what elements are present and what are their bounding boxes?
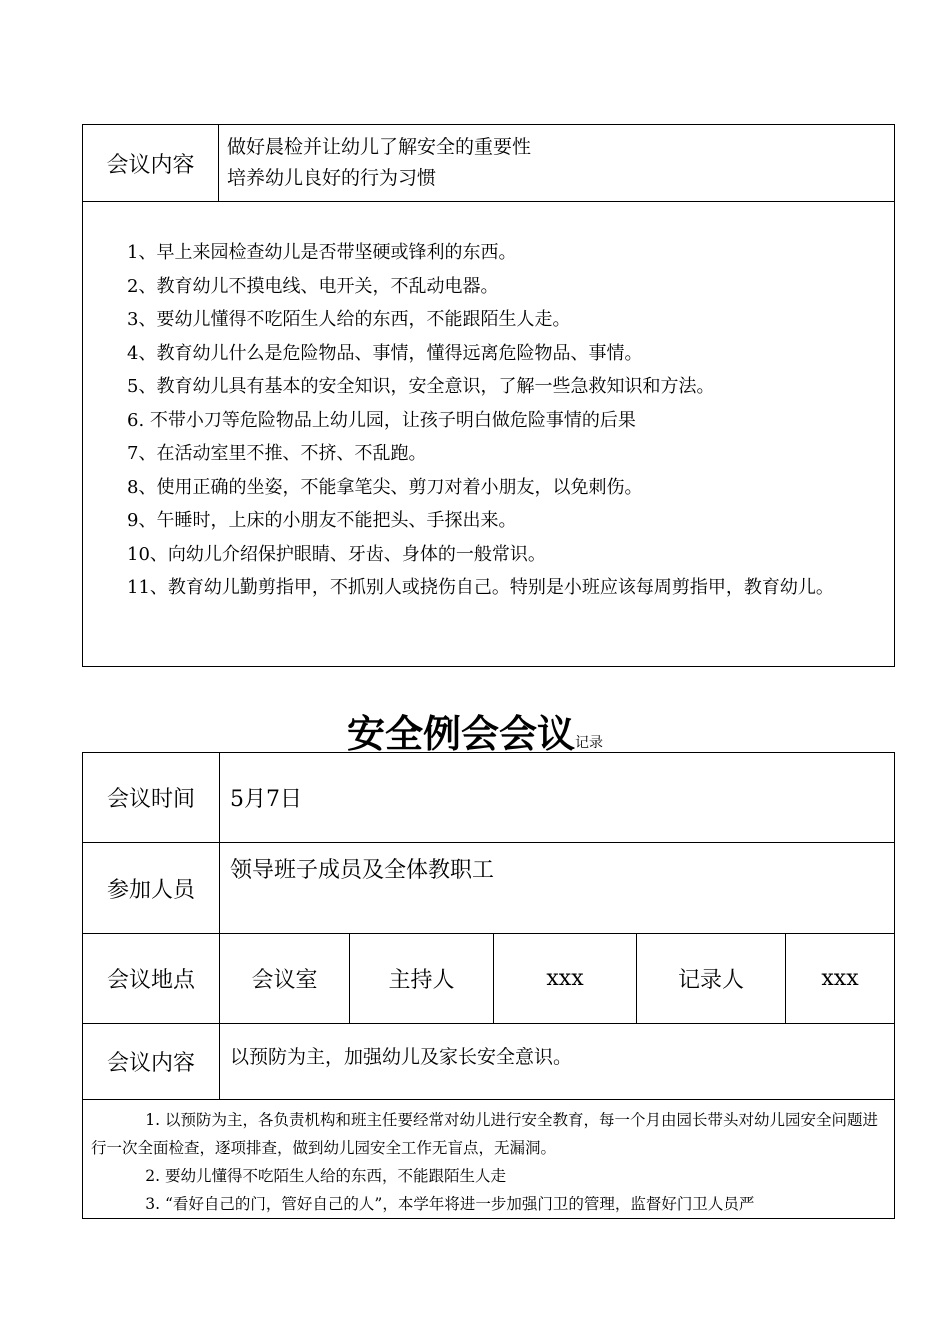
safety-items-cell <box>83 202 895 667</box>
list-item: 6. 不带小刀等危险物品上幼儿园，让孩子明白做危险事情的后果 <box>127 409 636 431</box>
list-item: 7、在活动室里不推、不挤、不乱跑。 <box>127 443 427 464</box>
list-item: 3. “看好自己的门，管好自己的人”，本学年将进一步加强门卫的管理，监督好门卫人员严 <box>145 1195 755 1213</box>
time-value: 5月7日 <box>220 753 895 843</box>
list-item: 1、早上来园检查幼儿是否带坚硬或锋利的东西。 <box>127 242 517 263</box>
list-item: 3、要幼儿懂得不吃陌生人给的东西，不能跟陌生人走。 <box>127 309 571 330</box>
list-item: 2. 要幼儿懂得不吃陌生人给的东西，不能跟陌生人走 <box>145 1167 506 1185</box>
list-item: 1. 以预防为主，各负责机构和班主任要经常对幼儿进行安全教育，每一个月由园长带头对幼儿园安全问题进行一次全面检查，逐项排查，做到幼儿园安全工作无盲点，无漏洞。 <box>91 1111 878 1157</box>
list-item: 5、教育幼儿具有基本的安全知识，安全意识，了解一些急救知识和方法。 <box>127 376 715 397</box>
topic-line: 培养幼儿良好的行为习惯 <box>227 167 437 189</box>
content-label: 会议内容 <box>83 1024 220 1100</box>
meeting-items-cell <box>83 1100 895 1219</box>
location-value: 会议室 <box>220 934 350 1024</box>
recorder-value: xxx <box>786 934 895 1024</box>
list-item: 4、教育幼儿什么是危险物品、事情，懂得远离危险物品、事情。 <box>127 342 643 364</box>
host-value: xxx <box>494 934 637 1024</box>
content-value: 以预防为主，加强幼儿及家长安全意识。 <box>220 1024 895 1100</box>
page-title <box>0 703 950 758</box>
meeting-record-table <box>82 752 895 1219</box>
time-label: 会议时间 <box>83 753 220 843</box>
list-item: 11、教育幼儿勤剪指甲，不抓别人或挠伤自己。特别是小班应该每周剪指甲，教育幼儿。 <box>127 577 834 598</box>
top-meeting-table <box>82 124 895 667</box>
attendees-label: 参加人员 <box>83 843 220 934</box>
list-item: 9、午睡时，上床的小朋友不能把头、手探出来。 <box>127 510 517 531</box>
title-suffix: 记录 <box>575 735 603 751</box>
title-main: 安全例会会议 <box>346 712 575 756</box>
content-label: 会议内容 <box>83 125 219 202</box>
topic-cell <box>219 125 895 202</box>
list-item: 10、向幼儿介绍保护眼睛、牙齿、身体的一般常识。 <box>127 543 546 565</box>
topic-line: 做好晨检并让幼儿了解安全的重要性 <box>227 136 532 158</box>
recorder-label: 记录人 <box>637 934 786 1024</box>
host-label: 主持人 <box>350 934 494 1024</box>
attendees-value: 领导班子成员及全体教职工 <box>220 843 895 934</box>
list-item: 8、使用正确的坐姿，不能拿笔尖、剪刀对着小朋友，以免刺伤。 <box>127 476 643 498</box>
location-label: 会议地点 <box>83 934 220 1024</box>
list-item: 2、教育幼儿不摸电线、电开关，不乱动电器。 <box>127 275 499 297</box>
